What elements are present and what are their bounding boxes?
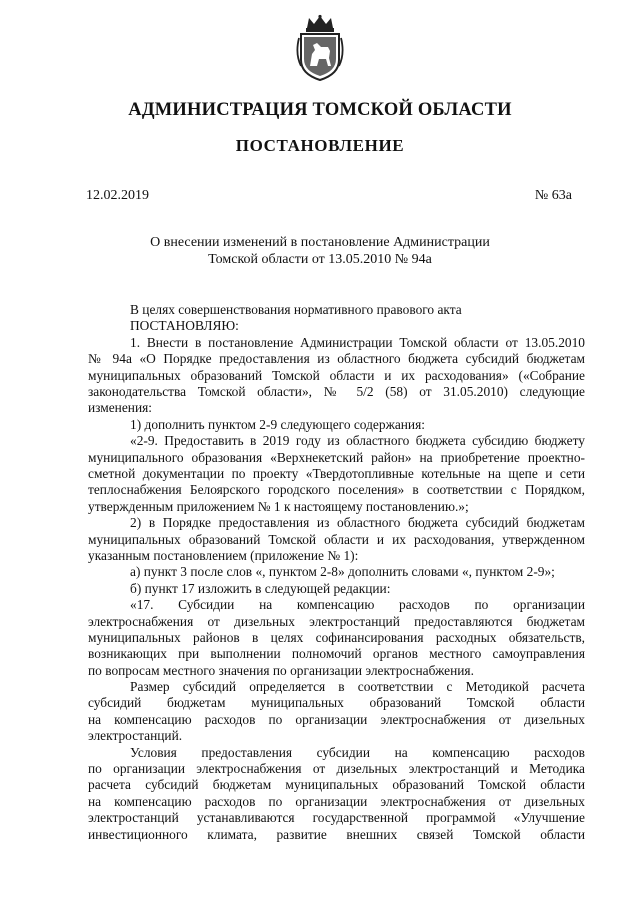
text-line: на компенсацию расходов по организации электроснабжения от дизельных bbox=[88, 793, 585, 809]
subitem-2 bbox=[88, 515, 585, 564]
text-line: Размер субсидий определяется в соответствии с Методикой расчета bbox=[130, 679, 585, 695]
text-line: 1. Внести в постановление Администрации Томской области от 13.05.2010 bbox=[130, 334, 585, 350]
text-line: по организации электроснабжения от дизельных электростанций и Методика bbox=[88, 761, 585, 777]
organization-title: АДМИНИСТРАЦИЯ ТОМСКОЙ ОБЛАСТИ bbox=[128, 100, 512, 120]
text-line: возникающих при выполнении полномочий органов местного самоуправления bbox=[88, 646, 585, 662]
clause-2-9 bbox=[88, 433, 585, 515]
tomsk-oblast-coat-of-arms-icon bbox=[295, 14, 345, 82]
text-line: субсидий бюджетам муниципальных образований Томской области bbox=[88, 695, 585, 711]
text-line: 2) в Порядке предоставления из областного бюджета субсидий бюджетам bbox=[130, 515, 585, 531]
preamble: В целях совершенствования нормативного правового акта bbox=[130, 302, 462, 317]
text-line: муниципальных образований Томской области и их расходования, утвержденном bbox=[88, 531, 585, 547]
text-line: Условия предоставления субсидии на компенсацию расходов bbox=[130, 744, 585, 760]
text-line: по вопросам местного значения по организации электроснабжения. bbox=[88, 662, 474, 678]
text-line: утвержденным приложением № 1 к настоящему постановлению.»; bbox=[88, 498, 469, 514]
text-line: сметной документации по проекту «Твердотопливные котельные на щепе и сети bbox=[88, 465, 585, 481]
conditions-paragraph bbox=[88, 745, 585, 843]
text-line: муниципального образования «Верхнекетский район» на приобретение проектно- bbox=[88, 449, 585, 465]
text-line: «2-9. Предоставить в 2019 году из областного бюджета субсидию бюджету bbox=[130, 433, 585, 449]
text-line: муниципальных районов в целях софинансирования расходных обязательств, bbox=[88, 629, 585, 645]
text-line: на компенсацию расходов по организации электроснабжения от дизельных bbox=[88, 711, 585, 727]
document-date: 12.02.2019 bbox=[86, 188, 149, 203]
text-line: указанным постановлением (приложение № 1): bbox=[88, 547, 359, 563]
text-line: электроснабжения от дизельных электростанций предоставляются бюджетам bbox=[88, 613, 585, 629]
subsidy-amount-paragraph bbox=[88, 679, 585, 745]
clause-17 bbox=[88, 597, 585, 679]
document-subject bbox=[120, 234, 520, 268]
text-line: «17. Субсидии на компенсацию расходов по организации bbox=[130, 597, 585, 613]
document-number: № 63а bbox=[534, 188, 572, 203]
text-line: теплоснабжения Белоярского городского поселения» в соответствии с Порядком, bbox=[88, 482, 585, 498]
text-line: муниципальных образований Томской области и их расходования» («Собрание bbox=[88, 367, 585, 383]
subject-line: Томской области от 13.05.2010 № 94а bbox=[208, 252, 432, 267]
document-type: ПОСТАНОВЛЕНИЕ bbox=[235, 136, 405, 155]
item-1 bbox=[88, 335, 585, 417]
subject-line: О внесении изменений в постановление Администрации bbox=[150, 235, 490, 250]
subitem-2b: б) пункт 17 изложить в следующей редакции: bbox=[130, 580, 391, 596]
resolve-heading: ПОСТАНОВЛЯЮ: bbox=[130, 318, 239, 334]
text-line: изменения: bbox=[88, 400, 153, 416]
text-line: электростанций. bbox=[88, 728, 183, 744]
subitem-2a: а) пункт 3 после слов «, пунктом 2-8» дополнить словами «, пунктом 2-9»; bbox=[130, 564, 555, 580]
text-line: законодательства Томской области», № 5/2 (58) от 31.05.2010) следующие bbox=[88, 383, 585, 399]
document-body bbox=[88, 302, 585, 843]
subitem-1: 1) дополнить пунктом 2-9 следующего содержания: bbox=[130, 416, 425, 432]
text-line: инвестиционного климата, развитие внешних связей Томской области bbox=[88, 826, 585, 842]
text-line: расчета субсидий бюджетам муниципальных образований Томской области bbox=[88, 777, 585, 793]
text-line: электростанций устанавливаются государственной программой «Улучшение bbox=[88, 810, 585, 826]
text-line: № 94а «О Порядке предоставления из областного бюджета субсидий бюджетам bbox=[88, 351, 585, 367]
